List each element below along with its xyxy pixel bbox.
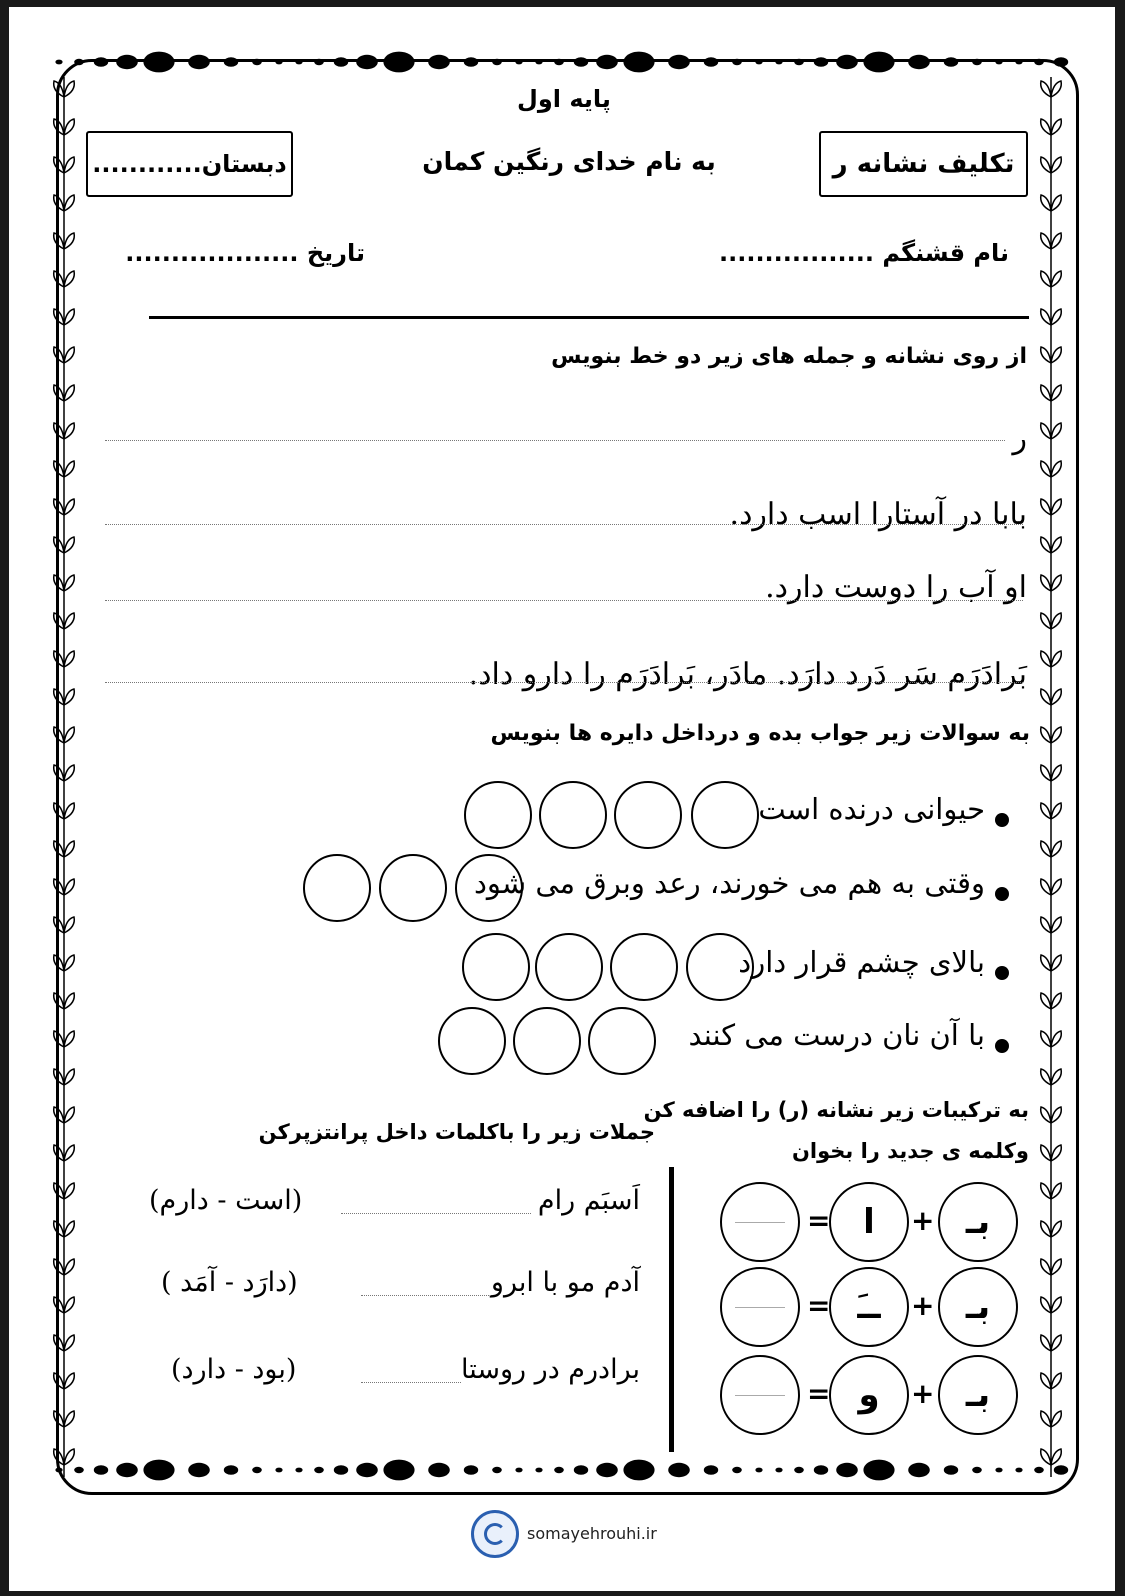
equals-sign: = <box>807 1289 831 1322</box>
section4-instruction: جملات زیر را باکلمات داخل پرانتزپرکن <box>258 1120 655 1144</box>
letter-circle: ا <box>829 1182 909 1262</box>
answer-circle[interactable] <box>513 1007 581 1075</box>
bullet <box>995 966 1009 980</box>
fill-sentence-3: برادرم در روستا <box>461 1354 640 1385</box>
answer-circle-combo[interactable] <box>720 1182 800 1262</box>
school-box: دبستان............ <box>86 131 293 197</box>
equals-sign: = <box>807 1204 831 1237</box>
letter-circle: بـ <box>938 1182 1018 1262</box>
fill-options-3: (بود - دارد) <box>171 1354 297 1385</box>
fill-sentence-1: اَسبَم رام <box>537 1185 640 1216</box>
practice-letter: ر <box>1012 421 1027 456</box>
header-divider <box>149 316 1029 319</box>
bullet <box>995 887 1009 901</box>
answer-circle[interactable] <box>462 933 530 1001</box>
answer-circle-combo[interactable] <box>720 1267 800 1347</box>
bullet <box>995 1039 1009 1053</box>
question-2: وقتی به هم می خورند، رعد وبرق می شود <box>473 866 985 900</box>
answer-circle[interactable] <box>379 854 447 922</box>
answer-circle[interactable] <box>539 781 607 849</box>
fill-blank-line <box>341 1213 531 1214</box>
answer-circle[interactable] <box>610 933 678 1001</box>
site-logo <box>471 1510 519 1558</box>
name-label: نام قشنگم ................. <box>718 239 1009 267</box>
answer-circle-combo[interactable] <box>720 1355 800 1435</box>
section2-instruction: به سوالات زیر جواب بده و درداخل دایره ها بنویس <box>490 721 1030 746</box>
letter-circle: بـ <box>938 1267 1018 1347</box>
section-divider <box>669 1167 674 1452</box>
answer-circle[interactable] <box>691 781 759 849</box>
practice-sentence-2: او آب را دوست دارد. <box>765 570 1027 605</box>
letter-circle: ــَ <box>829 1267 909 1347</box>
section3-instruction-line2: وکلمه ی جدید را بخوان <box>791 1139 1029 1163</box>
bullet <box>995 813 1009 827</box>
date-label: تاریخ ................... <box>125 239 365 267</box>
section1-instruction: از روی نشانه و جمله های زیر دو خط بنویس <box>551 344 1027 369</box>
practice-sentence-3: بَرادَرَم سَر دَرد دارَد. مادَر، بَرادَرَم را دارو داد. <box>468 657 1027 692</box>
question-1: حیوانی درنده است <box>758 792 985 826</box>
bismillah-heading: به نام خدای رنگین کمان <box>422 147 716 176</box>
answer-circle[interactable] <box>588 1007 656 1075</box>
answer-circle[interactable] <box>438 1007 506 1075</box>
question-3: بالای چشم قرار دارد <box>738 945 985 979</box>
answer-circle[interactable] <box>614 781 682 849</box>
answer-circle[interactable] <box>686 933 754 1001</box>
plus-sign: + <box>911 1289 935 1322</box>
answer-circle[interactable] <box>455 854 523 922</box>
fill-blank-line <box>361 1295 491 1296</box>
worksheet-page <box>9 7 1115 1591</box>
fill-sentence-2: آدم مو با ابرو <box>490 1267 640 1298</box>
fill-options-1: (است - دارم) <box>149 1185 303 1216</box>
grade-label: پایه اول <box>517 85 611 113</box>
website-url[interactable]: somayehrouhi.ir <box>527 1524 657 1543</box>
writing-line-2 <box>105 524 1023 525</box>
section3-instruction-line1: به ترکیبات زیر نشانه (ر) را اضافه کن <box>643 1098 1029 1122</box>
letter-circle: و <box>829 1355 909 1435</box>
writing-line-1 <box>105 440 1005 441</box>
plus-sign: + <box>911 1204 935 1237</box>
answer-circle[interactable] <box>464 781 532 849</box>
writing-line-4 <box>105 682 1023 683</box>
writing-line-3 <box>105 600 1023 601</box>
practice-sentence-1: بابا در آستارا اسب دارد. <box>729 497 1027 532</box>
equals-sign: = <box>807 1377 831 1410</box>
answer-circle[interactable] <box>535 933 603 1001</box>
letter-circle: بـ <box>938 1355 1018 1435</box>
assignment-box: تکلیف نشانه ر <box>819 131 1028 197</box>
fill-blank-line <box>361 1382 461 1383</box>
question-4: با آن نان درست می کنند <box>688 1018 985 1052</box>
fill-options-2: (دارَد - آمَد ) <box>161 1267 298 1298</box>
answer-circle[interactable] <box>303 854 371 922</box>
plus-sign: + <box>911 1377 935 1410</box>
